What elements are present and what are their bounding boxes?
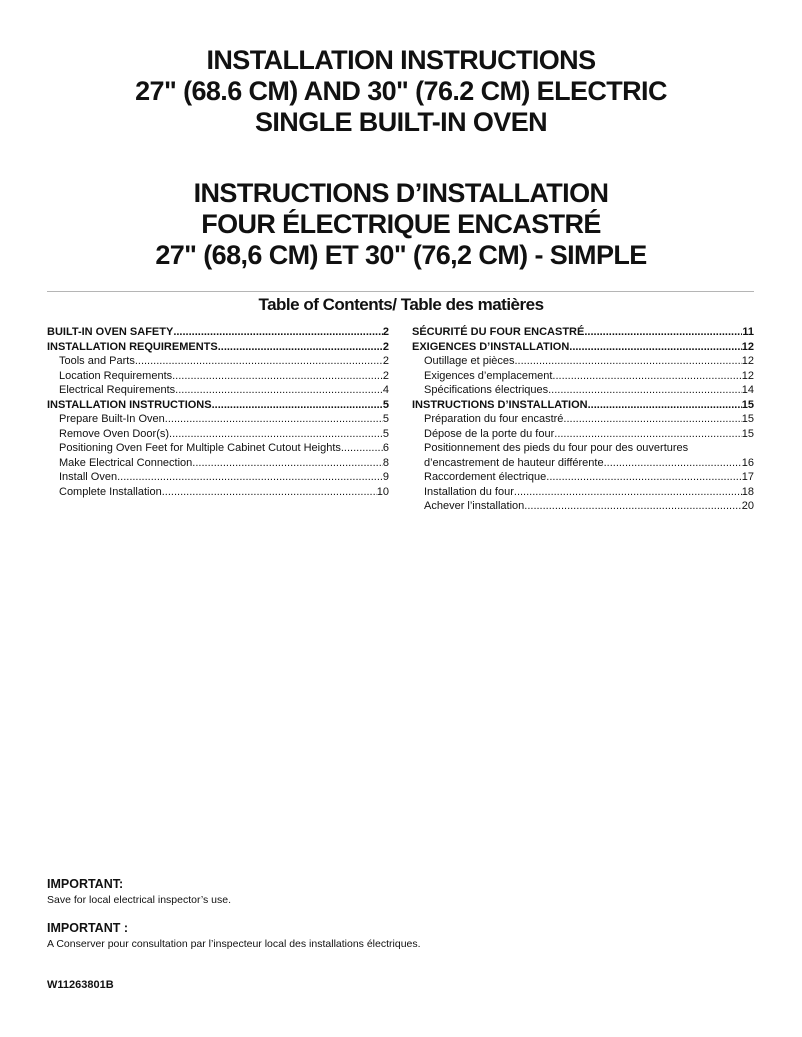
toc-entry[interactable] [47,398,389,413]
toc-entry-label: Prepare Built-In Oven [59,413,165,425]
toc-entry[interactable] [412,354,754,369]
toc-entry-label: Make Electrical Connection [59,456,193,469]
toc-entry-page: 5 [382,427,389,440]
toc-leader [162,485,377,500]
toc-entry-page: 6 [382,442,389,454]
toc-entry-page: 15 [741,413,754,425]
toc-entry-page: 15 [741,427,754,440]
toc-leader [175,383,383,398]
toc-leader [524,499,741,514]
toc-entry-page: 9 [382,471,389,483]
toc-entry[interactable] [47,354,389,369]
toc-entry[interactable] [412,383,754,398]
toc-entry-page: 8 [382,456,389,469]
toc-leader [546,470,741,485]
toc-entry-label-continued: d’encastrement de hauteur différente [424,456,604,469]
toc-entry[interactable] [412,499,754,514]
title-french-line-3: 27" (68,6 CM) ET 30" (76,2 CM) - SIMPLE [155,240,647,270]
toc-entry-page: 2 [382,355,389,367]
toc-entry-page: 12 [741,355,754,367]
toc-entry-page: 4 [382,384,389,396]
toc-entry-page: 14 [741,384,754,396]
divider-rule [47,291,754,292]
toc-entry-page: 16 [741,456,754,469]
toc-entry-label: Dépose de la porte du four [424,427,555,440]
toc-entry-label: Complete Installation [59,485,162,498]
toc-leader [548,383,742,398]
toc-entry[interactable] [47,456,389,471]
toc-entry[interactable] [47,485,389,500]
toc-entry[interactable] [412,398,754,413]
toc-entry[interactable] [412,427,754,442]
toc-entry-page: 15 [741,398,754,411]
toc-leader [552,369,741,384]
title-english-line-2: 27" (68.6 CM) AND 30" (76.2 CM) ELECTRIC [135,76,667,106]
toc-leader [584,325,742,340]
toc-entry-label: INSTALLATION INSTRUCTIONS [47,398,212,411]
toc-entry-label: Electrical Requirements [59,384,176,396]
toc-leader [218,340,383,355]
toc-entry-label: EXIGENCES D’INSTALLATION [412,340,570,353]
important-english-text: Save for local electrical inspector’s use. [47,894,232,906]
toc-entry-label: BUILT-IN OVEN SAFETY [47,326,174,338]
toc-entry-label: INSTRUCTIONS D’INSTALLATION [412,398,588,411]
toc-heading: Table of Contents/ Table des matières [258,295,544,314]
toc-leader [135,354,383,369]
toc-entry-page: 12 [741,340,754,353]
title-french-line-2: FOUR ÉLECTRIQUE ENCASTRÉ [201,209,601,239]
toc-english [47,325,389,499]
important-english-title: IMPORTANT: [47,877,124,891]
toc-leader [554,427,741,442]
toc-entry-label: Tools and Parts [59,355,135,367]
toc-entry[interactable] [412,340,754,355]
title-english-line-3: SINGLE BUILT-IN OVEN [254,107,547,137]
toc-entry[interactable] [412,441,754,470]
toc-leader [515,354,742,369]
toc-leader [117,470,383,485]
title-french-line-1: INSTRUCTIONS D’INSTALLATION [193,178,609,208]
toc-leader [172,369,383,384]
toc-entry-page: 20 [741,500,754,512]
toc-entry-page: 11 [742,326,754,338]
toc-entry-label: Spécifications électriques [424,384,549,396]
toc-entry[interactable] [412,412,754,427]
toc-entry[interactable] [47,325,389,340]
toc-entry[interactable] [412,325,754,340]
toc-entry-label: Remove Oven Door(s) [59,427,170,440]
toc-entry-label: Location Requirements [59,369,173,382]
toc-entry-label: INSTALLATION REQUIREMENTS [47,340,218,353]
toc-entry-page: 2 [382,326,389,338]
toc-french [412,325,754,514]
toc-entry[interactable] [47,470,389,485]
toc-entry-page: 5 [382,398,389,411]
toc-entry-label: Install Oven [59,471,118,483]
important-french-text: A Conserver pour consultation par l’inspecteur local des installations électriques. [47,938,421,950]
toc-entry[interactable] [47,340,389,355]
toc-entry-page: 12 [741,369,754,382]
toc-leader [192,456,383,471]
toc-entry-page: 10 [376,485,389,498]
toc-entry[interactable] [47,412,389,427]
toc-leader [588,398,742,413]
toc-entry[interactable] [47,427,389,442]
toc-entry-page: 2 [382,340,389,353]
toc-entry[interactable] [47,441,389,456]
toc-entry-label: Raccordement électrique [424,471,547,483]
toc-entry-page: 2 [382,369,389,382]
document-number: W11263801B [47,979,114,991]
title-english-line-1: INSTALLATION INSTRUCTIONS [206,45,596,75]
toc-entry-page: 18 [741,485,754,498]
toc-leader [169,427,383,442]
toc-entry[interactable] [412,470,754,485]
toc-entry-label: SÉCURITÉ DU FOUR ENCASTRÉ [412,326,585,338]
toc-entry[interactable] [47,383,389,398]
toc-leader [569,340,741,355]
toc-leader [514,485,742,500]
toc-leader [173,325,383,340]
toc-entry-label: Outillage et pièces [424,355,515,367]
title-english [0,45,802,138]
toc-leader [341,441,383,456]
toc-entry-label: Achever l’installation [424,500,525,512]
title-french [0,178,802,271]
toc-entry-page: 5 [382,413,389,425]
toc-leader [212,398,383,413]
toc-entry[interactable] [412,485,754,500]
toc-leader [165,412,383,427]
important-french-title: IMPORTANT : [47,921,129,935]
toc-entry[interactable] [47,369,389,384]
toc-entry-label: Positionnement des pieds du four pour des ouvertures [424,442,689,454]
toc-entry-label: Positioning Oven Feet for Multiple Cabinet Cutout Heights [59,442,341,454]
toc-entry-label: Installation du four [424,485,514,498]
toc-entry-page: 17 [741,471,754,483]
toc-entry-label: Préparation du four encastré [424,413,564,425]
toc-entry-label: Exigences d’emplacement [424,369,553,382]
toc-leader [604,456,742,471]
toc-leader [563,412,741,427]
toc-entry[interactable] [412,369,754,384]
